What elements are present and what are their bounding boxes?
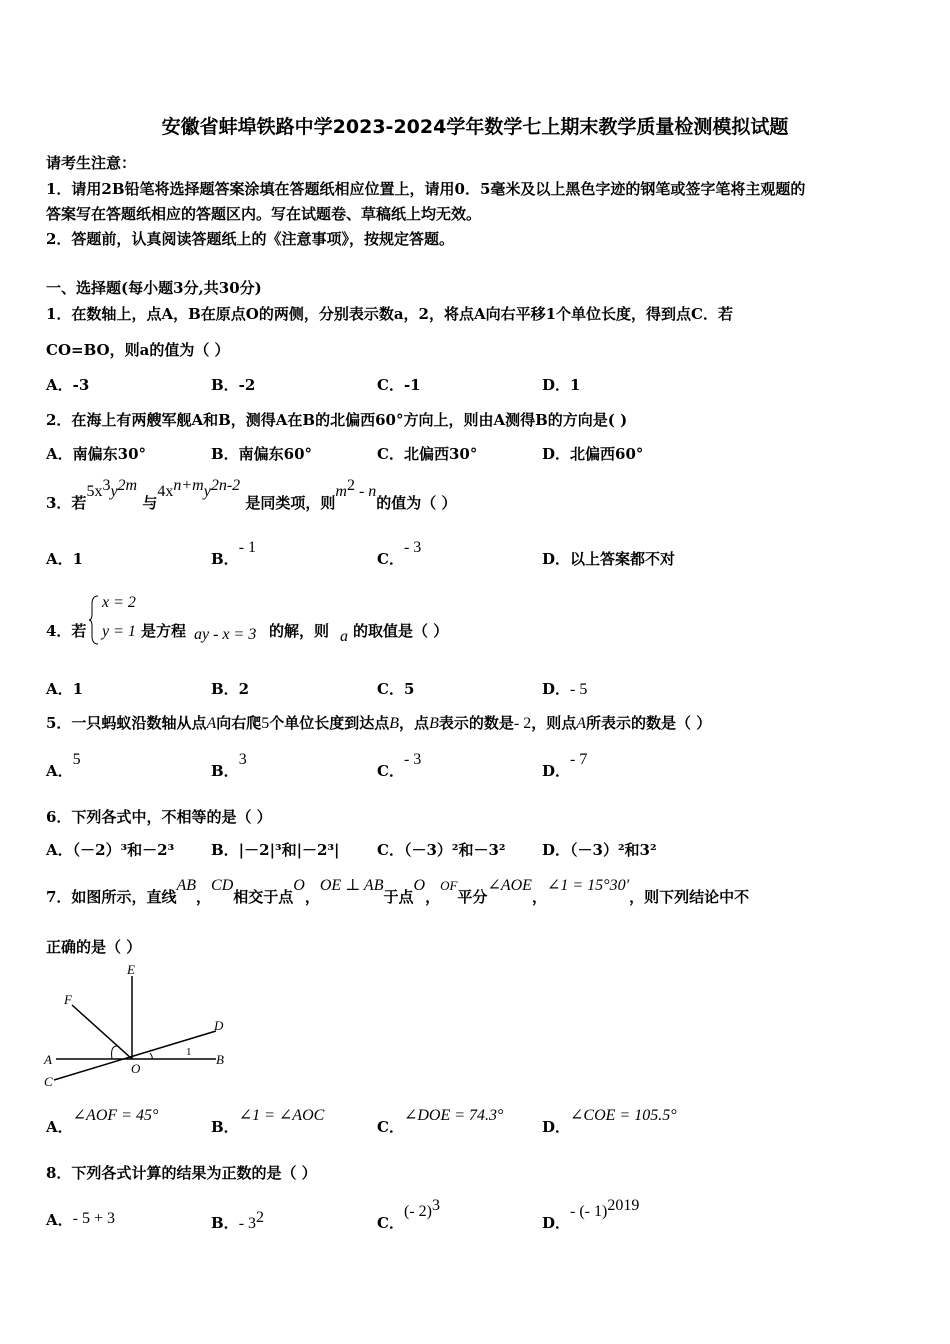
q8-option-d-label: D． — [542, 1214, 571, 1232]
q5-text — [46, 712, 711, 733]
q5-option-c-value: - 3 — [403, 751, 422, 768]
q4-part-3: 的解，则 — [269, 622, 330, 640]
q5-option-c[interactable] — [377, 751, 422, 781]
q8-option-d[interactable] — [542, 1197, 640, 1233]
q4-option-b[interactable]: B．2 — [211, 680, 250, 698]
q3-option-b[interactable] — [211, 539, 257, 569]
q7-sep-1: ， — [196, 888, 212, 906]
q8-option-c-exponent: 3 — [431, 1197, 440, 1214]
q4-part-2: 是方程 — [141, 622, 187, 640]
q7-part-2: 相交于点 — [233, 888, 294, 906]
q5-option-a[interactable] — [46, 751, 81, 781]
q4-sys1-text: x = 2 — [102, 594, 136, 611]
q7-sep-3: ， — [425, 888, 441, 906]
q7-option-a-value: ∠AOF = 45° — [72, 1107, 159, 1124]
label-d: D — [214, 1018, 224, 1033]
q6-option-b[interactable]: B．|－2|³和|－2³| — [211, 841, 340, 859]
q3-option-c-value: - 3 — [403, 539, 422, 556]
q8-option-b-label: B． — [211, 1214, 239, 1232]
q7-perp: OE ⊥ AB — [319, 877, 384, 894]
ray-of — [72, 1005, 132, 1059]
q7-option-b[interactable] — [211, 1107, 325, 1137]
q6-option-c[interactable]: C．（－3）²和－3² — [377, 841, 506, 859]
q7-line-2: 正确的是（ ） — [46, 938, 142, 956]
q7-option-b-label: B． — [211, 1118, 239, 1136]
q3-exp-5: 2 — [346, 477, 355, 494]
label-1: 1 — [186, 1046, 192, 1058]
q4-part-4: 的取值是（ ） — [353, 622, 449, 640]
q7-line-ab: AB — [176, 877, 196, 894]
q7-figure — [40, 962, 240, 1092]
q3-text — [46, 477, 457, 513]
q5-point-a2: A — [576, 715, 586, 732]
q8-text: 8．下列各式计算的结果为正数的是（ ） — [46, 1164, 317, 1182]
q3-option-b-value: - 1 — [238, 539, 257, 556]
q7-line-cd: CD — [211, 877, 234, 894]
q3-expr-3b: - n — [354, 483, 377, 500]
q6-option-d[interactable]: D．（－3）²和3² — [542, 841, 657, 859]
q3-var-y2: y — [203, 483, 211, 500]
q3-part-3: 是同类项，则 — [245, 494, 336, 512]
q7-ray-of: OF — [440, 878, 458, 893]
q4-part-1: 4．若 — [46, 622, 87, 640]
q7-option-d[interactable] — [542, 1107, 677, 1137]
q5-option-b-label: B． — [211, 762, 239, 780]
q5-part-3: 个单位长度到达点 — [269, 714, 390, 732]
label-c: C — [44, 1074, 53, 1089]
q7-text — [46, 877, 750, 907]
q4-option-a[interactable]: A．1 — [46, 680, 84, 698]
q2-option-a[interactable]: A．南偏东30° — [46, 445, 147, 463]
q5-option-c-label: C． — [377, 762, 404, 780]
q3-exp-2: 2m — [117, 477, 138, 494]
q1-line-2: CO=BO，则a的值为（ ） — [46, 341, 230, 359]
q8-option-a-value: - 5 + 3 — [72, 1210, 115, 1227]
q7-part-4: 平分 — [457, 888, 488, 906]
q5-number-5: 5 — [261, 715, 270, 732]
label-b: B — [216, 1052, 224, 1067]
q5-value: - 2 — [513, 715, 532, 732]
q8-option-c-value: (- 2) — [403, 1203, 432, 1220]
q5-option-d[interactable] — [542, 751, 588, 781]
q5-option-b-value: 3 — [238, 751, 247, 768]
q7-option-a[interactable] — [46, 1107, 159, 1137]
q7-option-d-label: D． — [542, 1118, 571, 1136]
q3-part-4: 的值为（ ） — [376, 494, 457, 512]
q8-option-b-value: - 3 — [238, 1215, 257, 1232]
q5-part-7: 所表示的数是（ ） — [585, 714, 712, 732]
label-a: A — [44, 1052, 52, 1067]
q7-angle-1: ∠1 = 15°30′ — [546, 877, 630, 894]
q3-option-c-label: C． — [377, 550, 404, 568]
q5-part-5: 表示的数是 — [438, 714, 514, 732]
q3-part-2: 与 — [142, 494, 158, 512]
q3-option-a[interactable]: A．1 — [46, 550, 84, 568]
q8-option-d-value: - (- 1) — [570, 1203, 608, 1220]
angle-arc-2 — [150, 1053, 152, 1059]
q8-option-c-label: C． — [377, 1214, 404, 1232]
q8-option-b-exponent: 2 — [256, 1209, 265, 1226]
q7-angle-aoe: ∠AOE — [487, 877, 532, 894]
q1-line-1: 1．在数轴上，点A，B在原点O的两侧，分别表示数a，2，将点A向右平移1个单位长度，得到点C．若 — [46, 305, 733, 323]
q5-point-b: B — [389, 715, 400, 732]
q7-option-c-label: C． — [377, 1118, 404, 1136]
q4-system-eq-2 — [102, 623, 136, 641]
q5-point-b2: B — [429, 715, 439, 732]
q7-option-b-value: ∠1 = ∠AOC — [238, 1107, 325, 1124]
q1-option-c[interactable]: C．-1 — [377, 376, 421, 394]
q3-part-1: 3．若 — [46, 494, 87, 512]
q4-system-eq-1 — [102, 594, 136, 612]
q2-option-b[interactable]: B．南偏东60° — [211, 445, 313, 463]
q3-option-b-label: B． — [211, 550, 239, 568]
q3-exp-4: 2n-2 — [210, 477, 241, 494]
q7-part-3: 于点 — [383, 888, 414, 906]
label-o: O — [131, 1061, 141, 1076]
notice-line-1b: 答案写在答题纸相应的答题区内。写在试题卷、草稿纸上均无效。 — [46, 205, 482, 223]
q7-point-o2: O — [413, 877, 426, 894]
notice-line-2: 2．答题前，认真阅读答题纸上的《注意事项》，按规定答题。 — [46, 230, 454, 248]
q7-sep-4: ， — [531, 888, 547, 906]
q4-option-d-label: D． — [542, 680, 571, 698]
q7-point-o: O — [293, 877, 305, 894]
q5-option-d-label: D． — [542, 762, 571, 780]
q3-exp-1: 3 — [102, 477, 111, 494]
q8-option-a[interactable] — [46, 1209, 115, 1230]
q5-part-4: ，点 — [399, 714, 430, 732]
angle-arc-1 — [112, 1046, 117, 1059]
q5-option-a-label: A． — [46, 762, 73, 780]
q2-option-d[interactable]: D．北偏西60° — [542, 445, 644, 463]
q8-option-b[interactable] — [211, 1209, 264, 1233]
q5-part-1: 5．一只蚂蚁沿数轴从点 — [46, 714, 207, 732]
q5-part-6: ，则点 — [531, 714, 577, 732]
q3-expr-2: 4x — [157, 483, 174, 500]
label-e: E — [127, 962, 135, 977]
q2-option-c[interactable]: C．北偏西30° — [377, 445, 478, 463]
q3-option-d[interactable]: D．以上答案都不对 — [542, 550, 676, 568]
q4-variable-a: a — [340, 628, 348, 645]
q5-point-a: A — [206, 715, 217, 732]
brace-icon — [88, 594, 100, 646]
q8-option-c[interactable] — [377, 1197, 440, 1233]
q1-option-a[interactable]: A．-3 — [46, 376, 90, 394]
label-f: F — [64, 992, 72, 1007]
q6-text: 6．下列各式中，不相等的是（ ） — [46, 808, 272, 826]
notice-heading: 请考生注意： — [46, 154, 137, 172]
q7-option-c-value: ∠DOE = 74.3° — [403, 1107, 504, 1124]
q5-option-a-value: 5 — [72, 751, 81, 768]
q4-option-d-value: - 5 — [570, 681, 588, 698]
q1-option-b[interactable]: B．-2 — [211, 376, 256, 394]
q5-part-2: 向右爬 — [216, 714, 262, 732]
q6-option-a[interactable]: A．（－2）³和－2³ — [46, 841, 175, 859]
q3-expr-1: 5x — [86, 483, 103, 500]
section-heading: 一、选择题(每小题3分,共30分) — [46, 279, 262, 297]
q4-equation: ay - x = 3 — [194, 626, 257, 643]
q7-option-a-label: A． — [46, 1118, 73, 1136]
q4-option-c[interactable]: C．5 — [377, 680, 415, 698]
q7-sep-2: ， — [304, 888, 320, 906]
q7-option-c[interactable] — [377, 1107, 504, 1137]
q5-option-b[interactable] — [211, 751, 247, 781]
q8-option-a-label: A． — [46, 1211, 73, 1229]
q2-text: 2．在海上有两艘军舰A和B，测得A在B的北偏西60°方向上，则由A测得B的方向是( ) — [46, 411, 628, 429]
q1-option-d[interactable]: D．1 — [542, 376, 581, 394]
page-title: 安徽省蚌埠铁路中学2023-2024学年数学七上期末教学质量检测模拟试题 — [161, 116, 789, 138]
q5-option-d-value: - 7 — [570, 751, 588, 768]
q7-part-5: ，则下列结论中不 — [629, 888, 750, 906]
q4-option-d[interactable] — [542, 678, 587, 699]
q3-option-c[interactable] — [377, 539, 422, 569]
q7-part-1: 7．如图所示，直线 — [46, 888, 177, 906]
q4-sys2-text: y = 1 — [102, 623, 136, 640]
q3-var-y1: y — [110, 483, 118, 500]
q3-expr-3: m — [335, 483, 347, 500]
q7-option-d-value: ∠COE = 105.5° — [570, 1107, 677, 1124]
notice-line-1: 1．请用2B铅笔将选择题答案涂填在答题纸相应位置上，请用0．5毫米及以上黑色字迹的钢笔或签字笔将主观题的 — [46, 180, 806, 198]
q3-exp-3: n+m — [173, 477, 204, 494]
q8-option-d-exponent: 2019 — [607, 1197, 640, 1214]
